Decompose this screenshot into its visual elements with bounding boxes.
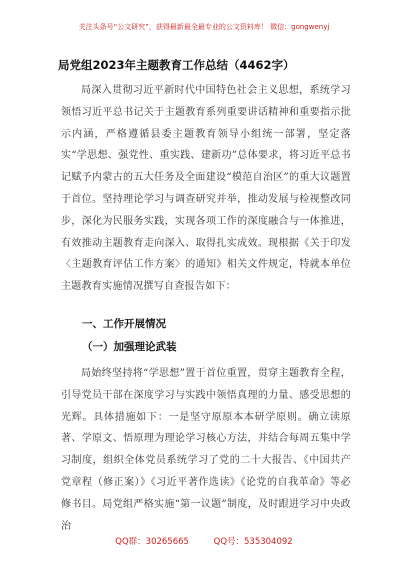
section-heading: 一、工作开展情况 [82, 318, 166, 330]
footer-qq-number: QQ号：535304092 [213, 537, 293, 547]
subsection-heading: （一）加强理论武装 [82, 341, 177, 353]
intro-paragraph: 局深入贯彻习近平新时代中国特色社会主义思想，系统学习领悟习近平总书记关于主题教育系列重要讲话精神和重要指示批示内涵，严格遵循县委主题教育领导小组统一部署，坚定落实“学思想、强党性、重实践、建新功”总体要求，将习近平总书记赋予内蒙古的五大任务及全面建设“模范自治区”的重大议题置于首位。坚持理论学习与调查研究并举，推动发展与检视整改同步，深化为民服务实践，实现各项工作的深度融合与一体推进，有效推动主题教育走向深入、取得扎实成效。现根据《关于印发〈主题教育评估工作方案〉的通知》相关文件规定，特就本单位主题教育实施情况撰写自查报告如下： [61, 85, 351, 293]
footer-contact [0, 536, 408, 548]
document-title: 局党组2023年主题教育工作总结（4462字） [58, 58, 295, 72]
footer-qq-group: QQ群：30265665 [115, 537, 189, 547]
body-paragraph: 局始终坚持将“学思想”置于首位重置，贯穿主题教育全程，引导党员干部在深度学习与实践中领悟真理的力量、感受思想的光辉。具体措施如下：一是坚守原原本本研学原则。确立读原著、学原文、悟原理为理论学习核心方法，并结合每周五集中学习制度，组织全体党员系统学习了党的二十大报告、《中国共产党章程（修正案）》《习近平著作选读》《论党的自我革命》等必修书目。局党组严格实施“第一议题”制度，及时跟进学习中央政治 [61, 368, 351, 532]
top-banner: 关注头条号“公文研究”，获得最新最全最专业的公文资料库！ 微信：gongwenyj [78, 23, 330, 31]
